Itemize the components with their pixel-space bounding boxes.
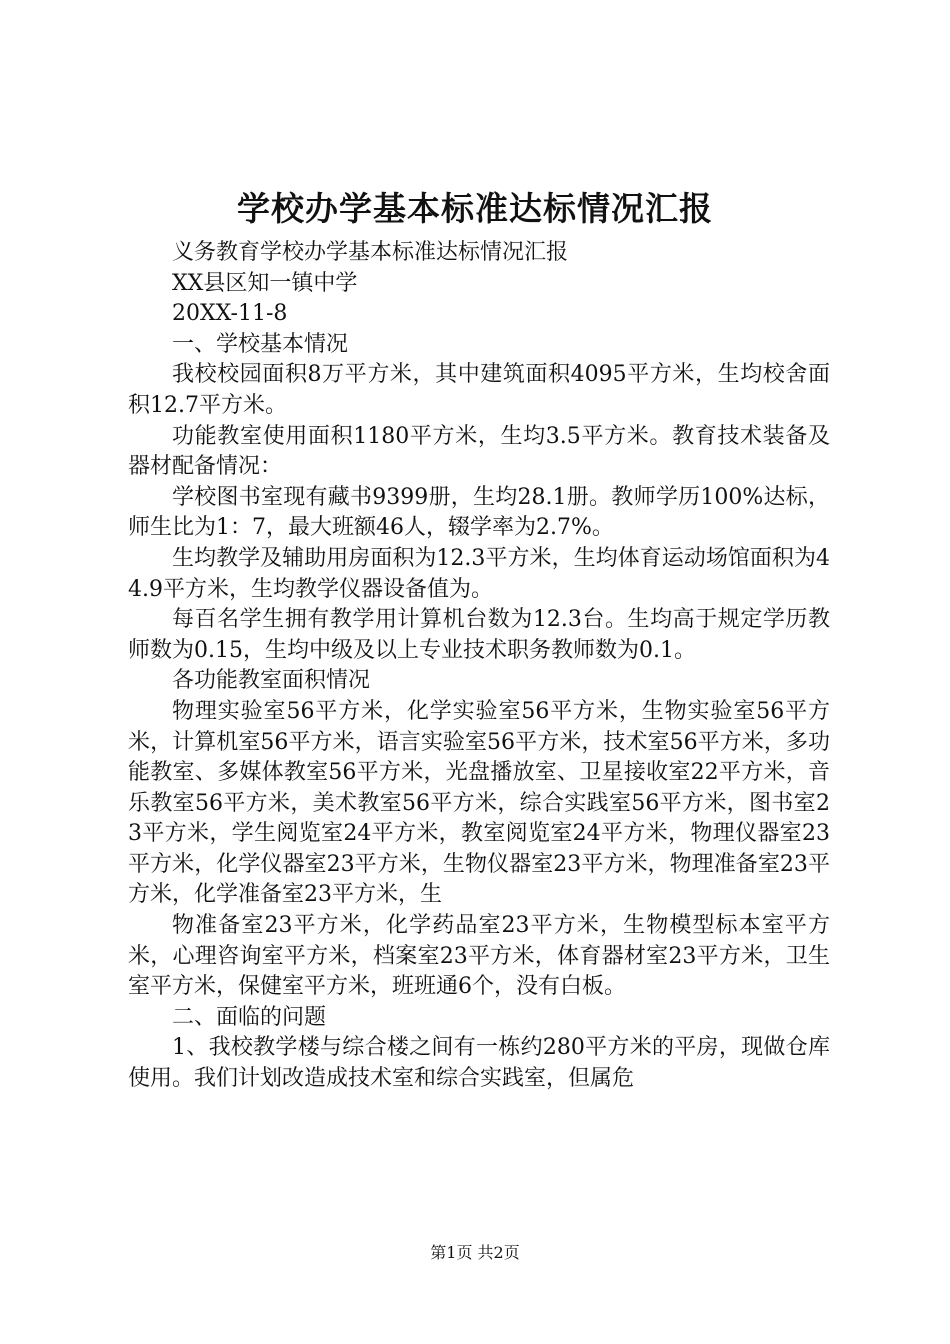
paragraph: 我校校园面积8万平方米，其中建筑面积4095平方米，生均校舍面积12.7平方米。 <box>128 362 830 418</box>
paragraph: 20XX-11-8 <box>172 301 288 327</box>
paragraph: 学校图书室现有藏书9399册，生均28.1册。教师学历100%达标，师生比为1：7，最大班额46人，辍学率为2.7%。 <box>128 484 830 541</box>
paragraph: 一、学校基本情况 <box>172 331 349 357</box>
paragraph: 二、面临的问题 <box>172 1004 327 1030</box>
page-footer: 第1页 共2页 <box>430 1243 520 1262</box>
document-title: 学校办学基本标准达标情况汇报 <box>237 189 713 228</box>
paragraph: XX县区知一镇中学 <box>172 270 358 296</box>
paragraph: 各功能教室面积情况 <box>172 668 371 694</box>
paragraph: 生均教学及辅助用房面积为12.3平方米，生均体育运动场馆面积为44.9平方米，生均教学仪器设备值为。 <box>128 545 830 602</box>
paragraph: 功能教室使用面积1180平方米，生均3.5平方米。教育技术装备及器材配备情况： <box>128 423 830 480</box>
document-body <box>128 238 830 1095</box>
paragraph: 物准备室23平方米，化学药品室23平方米，生物模型标本室平方米，心理咨询室平方米，档案室23平方米，体育器材室23平方米，卫生室平方米，保健室平方米，班班通6个，没有白板。 <box>128 913 830 1000</box>
paragraph: 物理实验室56平方米，化学实验室56平方米，生物实验室56平方米，计算机室56平方米，语言实验室56平方米，技术室56平方米，多功能教室、多媒体教室56平方米，光盘播放室、卫星接收室22平方米，音乐教室56平方米，美术教室56平方米，综合实践室56平方米，图书室23平方米，学生阅览室24平方米，教室阅览室24平方米，物理仪器室23平方米，化学仪器室23平方米，生物仪器室23平方米，物理准备室23平方米，化学准备室23平方米，生 <box>128 698 830 908</box>
paragraph: 义务教育学校办学基本标准达标情况汇报 <box>172 240 569 265</box>
paragraph: 每百名学生拥有教学用计算机台数为12.3台。生均高于规定学历教师数为0.15，生均中级及以上专业技术职务教师数为0.1。 <box>128 607 830 663</box>
paragraph: 1、我校教学楼与综合楼之间有一栋约280平方米的平房，现做仓库使用。我们计划改造成技术室和综合实践室，但属危 <box>128 1035 830 1092</box>
